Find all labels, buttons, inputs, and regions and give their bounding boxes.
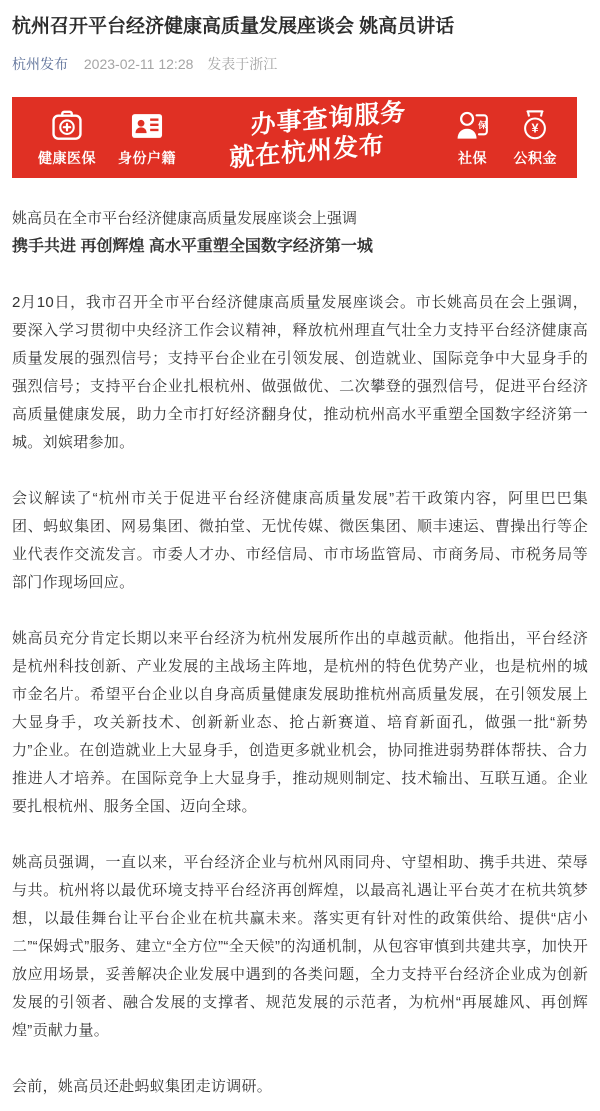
social-security-icon — [454, 107, 492, 145]
article-paragraph: 会前，姚高员还赴蚂蚁集团走访调研。 — [12, 1077, 273, 1095]
banner-item-label: 身份户籍 — [118, 149, 176, 166]
banner-item-label: 社保 — [458, 149, 487, 166]
service-query-banner[interactable] — [12, 97, 577, 178]
medkit-icon — [48, 107, 86, 145]
money-bag-icon — [516, 107, 554, 145]
banner-item-housing-fund[interactable] — [514, 107, 558, 168]
banner-item-social-security[interactable] — [454, 107, 492, 168]
subtitle-line2: 携手共进 再创辉煌 高水平重塑全国数字经济第一城 — [12, 237, 373, 255]
banner-headline — [198, 94, 432, 175]
source-account-link[interactable]: 杭州发布 — [12, 55, 68, 72]
article-paragraph: 会议解读了“杭州市关于促进平台经济健康高质量发展”若干政策内容，阿里巴巴集团、蚂蚁集团、网易集团、微拍堂、无忧传媒、微医集团、顺丰速运、曹操出行等企业代表作交流发言。市委人才办、市经信局、市市场监管局、市商务局、市税务局等部门作现场回应。 — [12, 489, 588, 591]
banner-headline-line2: 就在杭州发布 — [229, 129, 385, 172]
publish-date: 2023-02-11 12:28 — [83, 55, 194, 72]
article-subtitle — [12, 205, 588, 261]
article-paragraph: 姚高员充分肯定长期以来平台经济为杭州发展所作出的卓越贡献。他指出，平台经济是杭州科技创新、产业发展的主战场主阵地，是杭州的特色优势产业，也是杭州的城市金名片。希望平台企业以自身高质量健康发展助推杭州高质量发展，在引领发展上大显身手，攻关新技术、创新新业态、抢占新赛道、培育新面孔，做强一批“新势力”企业。在创造就业上大显身手，创造更多就业机会，协同推进弱势群体帮扶、合力推进人才培养。在国际竞争上大显身手，推动规则制定、技术输出、互联互通。企业要扎根杭州、服务全国、迈向全球。 — [12, 629, 588, 815]
banner-item-identity[interactable] — [118, 107, 176, 168]
svg-text:¥: ¥ — [531, 121, 539, 136]
page-title: 杭州召开平台经济健康高质量发展座谈会 姚高员讲话 — [12, 16, 455, 37]
id-card-icon — [128, 107, 166, 145]
article-paragraph: 2月10日，我市召开全市平台经济健康高质量发展座谈会。市长姚高员在会上强调，要深入学习贯彻中央经济工作会议精神，释放杭州理直气壮全力支持平台经济健康高质量发展的强烈信号；支持平台企业在引领发展、创造就业、国际竞争中大显身手的强烈信号；支持平台企业扎根杭州、做强做优、二次攀登的强烈信号，促进平台经济高质量健康发展，助力全市打好经济翻身仗，推动杭州高水平重塑全国数字经济第一城。刘嫔珺参加。 — [12, 293, 588, 451]
article-paragraph: 姚高员强调，一直以来，平台经济企业与杭州风雨同舟、守望相助、携手共进、荣辱与共。杭州将以最优环境支持平台经济再创辉煌，以最高礼遇让平台英才在杭共筑梦想，以最佳舞台让平台企业在杭共赢未来。落实更有针对性的政策供给、提供“店小二”“保姆式”服务、建立“全方位”“全天候”的沟通机制，从包容审慎到共建共享，加快开放应用场景，妥善解决企业发展中遇到的各类问题，全力支持平台经济企业成为创新发展的引领者、融合发展的支撑者、规范发展的示范者，为杭州“再展雄风、再创辉煌”贡献力量。 — [12, 853, 588, 1039]
byline — [12, 54, 588, 74]
banner-item-label: 健康医保 — [38, 149, 96, 166]
publish-location: 发表于浙江 — [207, 55, 278, 72]
banner-item-label: 公积金 — [513, 149, 557, 166]
svg-text:保: 保 — [477, 119, 487, 130]
subtitle-line1: 姚高员在全市平台经济健康高质量发展座谈会上强调 — [12, 209, 358, 227]
banner-headline-line1: 办事查询服务 — [250, 97, 407, 140]
banner-item-health-insurance[interactable] — [38, 107, 96, 168]
